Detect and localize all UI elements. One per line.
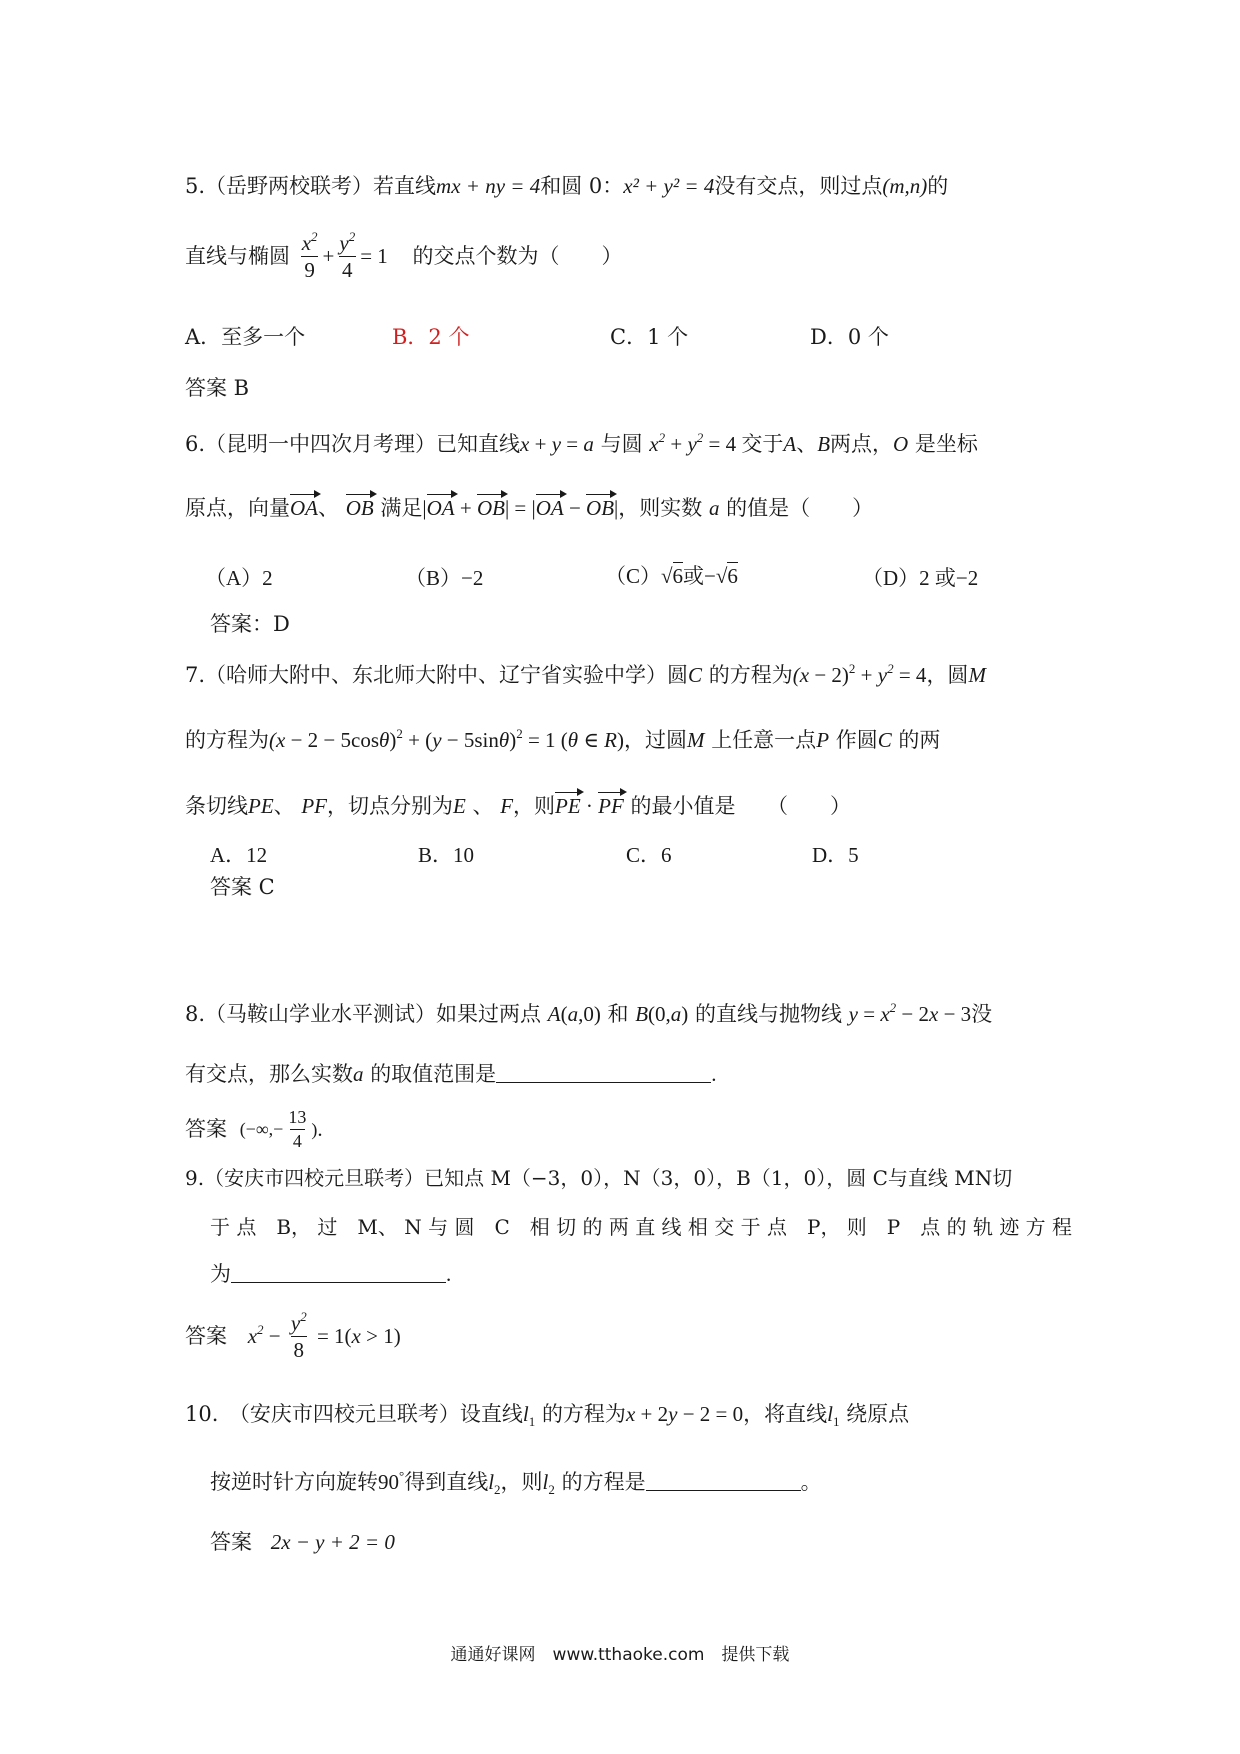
q5-line-equation: mx + ny = 4 bbox=[436, 174, 541, 198]
q9-answer-blank[interactable] bbox=[231, 1262, 446, 1283]
q7-option-b: B．10 bbox=[418, 843, 475, 867]
q8-answer: 答案 (−∞,− $\frac{13}{4}$ ). bbox=[185, 1107, 323, 1151]
q7-text: ，切点分别为 bbox=[327, 794, 453, 818]
q10-text: 的方程是 bbox=[561, 1470, 646, 1494]
q7-text: ，则 bbox=[513, 794, 556, 818]
q6-text: 6.（昆明一中四次月考理）已知直线 bbox=[185, 432, 521, 456]
q8-text: 没 bbox=[971, 1002, 993, 1026]
ellipse-frac-x: $\frac{x^2}{9}$ bbox=[301, 229, 318, 283]
q8-text: 8.（马鞍山学业水平测试）如果过两点 bbox=[185, 1002, 542, 1026]
q10-text: 按逆时针方向旋转 bbox=[210, 1470, 378, 1494]
page-footer: 通通好课网 www.tthaoke.com 提供下载 bbox=[450, 1645, 790, 1665]
q10-answer-label: 答案 bbox=[210, 1530, 252, 1554]
q5-text: 直线与椭圆 bbox=[185, 244, 290, 269]
q8-text: 的取值范围是 bbox=[370, 1062, 497, 1086]
q5-point: (m,n) bbox=[882, 174, 928, 198]
q8-answer-label: 答案 bbox=[185, 1116, 227, 1141]
q6-option-b: （B）−2 bbox=[405, 566, 484, 590]
q9-answer-label: 答案 bbox=[185, 1324, 227, 1349]
q5-text: 的交点个数为（ ） bbox=[412, 244, 623, 269]
q7-option-c: C．6 bbox=[626, 843, 672, 867]
q9-text: 为 bbox=[210, 1262, 231, 1286]
q7-text: 作圆 bbox=[835, 728, 878, 752]
q6-text: 交于 bbox=[741, 432, 784, 456]
q6-text: 或 bbox=[683, 564, 705, 588]
q9-line-1: 9.（安庆市四校元旦联考）已知点 M（−3，0），N（3，0），B（1，0），圆 C与直线 MN切 bbox=[185, 1166, 1013, 1190]
q7-text: ，过圆 bbox=[624, 728, 687, 752]
q10-answer bbox=[210, 1532, 395, 1553]
q6-text: 原点，向量 bbox=[185, 496, 290, 520]
q5-text: 5.（岳野两校联考）若直线 bbox=[185, 174, 437, 198]
q7-line-1: 7.（哈师大附中、东北师大附中、辽宁省实验中学）圆C 的方程为$(x - 2)^2 + y^2 = 4$，圆M bbox=[185, 661, 986, 687]
q10-text: 得到直线 bbox=[404, 1470, 489, 1494]
q5-option-d: D．0 个 bbox=[810, 325, 889, 349]
q5-option-c: C．1 个 bbox=[610, 325, 689, 349]
q10-line-2: 按逆时针方向旋转90°得到直线$l_2$，则$l_2$ 的方程是 。 bbox=[210, 1468, 822, 1497]
q10-answer-blank[interactable] bbox=[646, 1470, 801, 1491]
q6-option-d: （D）2 或−2 bbox=[862, 566, 979, 590]
q7-option-d: D．5 bbox=[812, 843, 859, 867]
q5-option-a: A．至多一个 bbox=[185, 325, 306, 349]
q7-text: 的最小值是 （ ） bbox=[630, 794, 852, 818]
q5-circle-equation: x² + y² = 4 bbox=[623, 174, 715, 198]
q10-line-1: 10. （安庆市四校元旦联考）设直线$l_1$ 的方程为x + 2y − 2 = 0，将直线$l_1$ 绕原点 bbox=[185, 1402, 910, 1429]
q7-option-a: A．12 bbox=[210, 843, 268, 867]
q7-answer: 答案 C bbox=[210, 875, 275, 899]
q5-line-2: 直线与椭圆 $\frac{x^2}{9}$ + $\frac{y^2}{4}$ = 1 的交点个数为（ ） bbox=[185, 229, 623, 283]
q6-text: （C） bbox=[605, 564, 662, 588]
q5-text: 和圆 0： bbox=[540, 174, 624, 198]
q10-text: ，则 bbox=[500, 1470, 543, 1494]
q7-text: ，圆 bbox=[926, 663, 969, 687]
q9-line-2: 于 点 B， 过 M、 N 与 圆 C 相 切 的 两 直 线 相 交 于 点 P， 则 P 点 的 轨 迹 方 程 bbox=[210, 1215, 1073, 1239]
q7-line-3: 条切线PE、 PF，切点分别为E 、 F，则PE · PF 的最小值是 （ ） bbox=[185, 794, 852, 818]
q7-text: 、 bbox=[273, 794, 295, 818]
q8-text: 有交点，那么实数 bbox=[185, 1062, 353, 1086]
q10-text: 10. （安庆市四校元旦联考）设直线 bbox=[185, 1402, 523, 1426]
q5-text: 没有交点，则过点 bbox=[714, 174, 883, 198]
q6-text: 满足 bbox=[380, 496, 423, 520]
q7-text: 7.（哈师大附中、东北师大附中、辽宁省实验中学）圆 bbox=[185, 663, 689, 687]
q5-answer: 答案 B bbox=[185, 376, 250, 400]
q7-text: 的方程为 bbox=[708, 663, 793, 687]
q8-line-1: 8.（马鞍山学业水平测试）如果过两点 A(a,0) 和 B(0,a) 的直线与抛物线 $y = x^2 - 2x - 3$没 bbox=[185, 1000, 993, 1026]
q7-text: 的两 bbox=[898, 728, 941, 752]
q6-option-a: （A）2 bbox=[205, 566, 273, 590]
q6-line-1: 6.（昆明一中四次月考理）已知直线x + y = a 与圆 $x^2 + y^2 = 4$ 交于A、B两点，O 是坐标 bbox=[185, 430, 978, 456]
q9-line-3: 为 . bbox=[210, 1262, 452, 1286]
q10-text: ，将直线 bbox=[743, 1402, 828, 1426]
q8-answer-blank[interactable] bbox=[496, 1062, 711, 1083]
q6-text: 是坐标 bbox=[914, 432, 978, 456]
q7-text: 上任意一点 bbox=[711, 728, 817, 752]
q6-text: 的值是（ ） bbox=[726, 496, 874, 520]
q10-answer-equation: 2x − y + 2 = 0 bbox=[270, 1530, 395, 1554]
q7-text: 条切线 bbox=[185, 794, 248, 818]
q6-text: 两点， bbox=[830, 432, 894, 456]
q6-text: 与圆 bbox=[600, 432, 643, 456]
q9-answer: 答案 $x^2$ − $\frac{y^2}{8}$ = 1(x > 1) bbox=[185, 1309, 401, 1363]
q6-option-c: （C）√6或−√6 bbox=[605, 564, 738, 588]
q7-text: 的方程为 bbox=[185, 728, 269, 752]
ellipse-frac-y: $\frac{y^2}{4}$ bbox=[339, 229, 356, 283]
q8-text: 的直线与抛物线 bbox=[694, 1002, 842, 1026]
q10-text: 。 bbox=[800, 1470, 822, 1494]
q5-line-1 bbox=[185, 176, 948, 197]
q5-text: 的 bbox=[927, 174, 949, 198]
q6-text: ，则实数 bbox=[618, 496, 703, 520]
q8-line-2: 有交点，那么实数a 的取值范围是 . bbox=[185, 1062, 717, 1086]
q10-text: 绕原点 bbox=[846, 1402, 910, 1426]
q10-text: 的方程为 bbox=[541, 1402, 626, 1426]
q6-answer: 答案：D bbox=[210, 612, 290, 636]
q7-line-2: 的方程为$(x - 2 - 5\cos\theta)^2 + (y - 5\sin\theta)^2 = 1$ (θ ∈ R)，过圆M 上任意一点P 作圆C 的两 bbox=[185, 726, 941, 752]
q6-line-2: 原点，向量OA、 OB 满足|OA + OB| = |OA − OB|，则实数 a 的值是（ ） bbox=[185, 496, 874, 520]
q8-text: 和 bbox=[607, 1002, 629, 1026]
q5-option-b: B．2 个 bbox=[392, 325, 470, 349]
